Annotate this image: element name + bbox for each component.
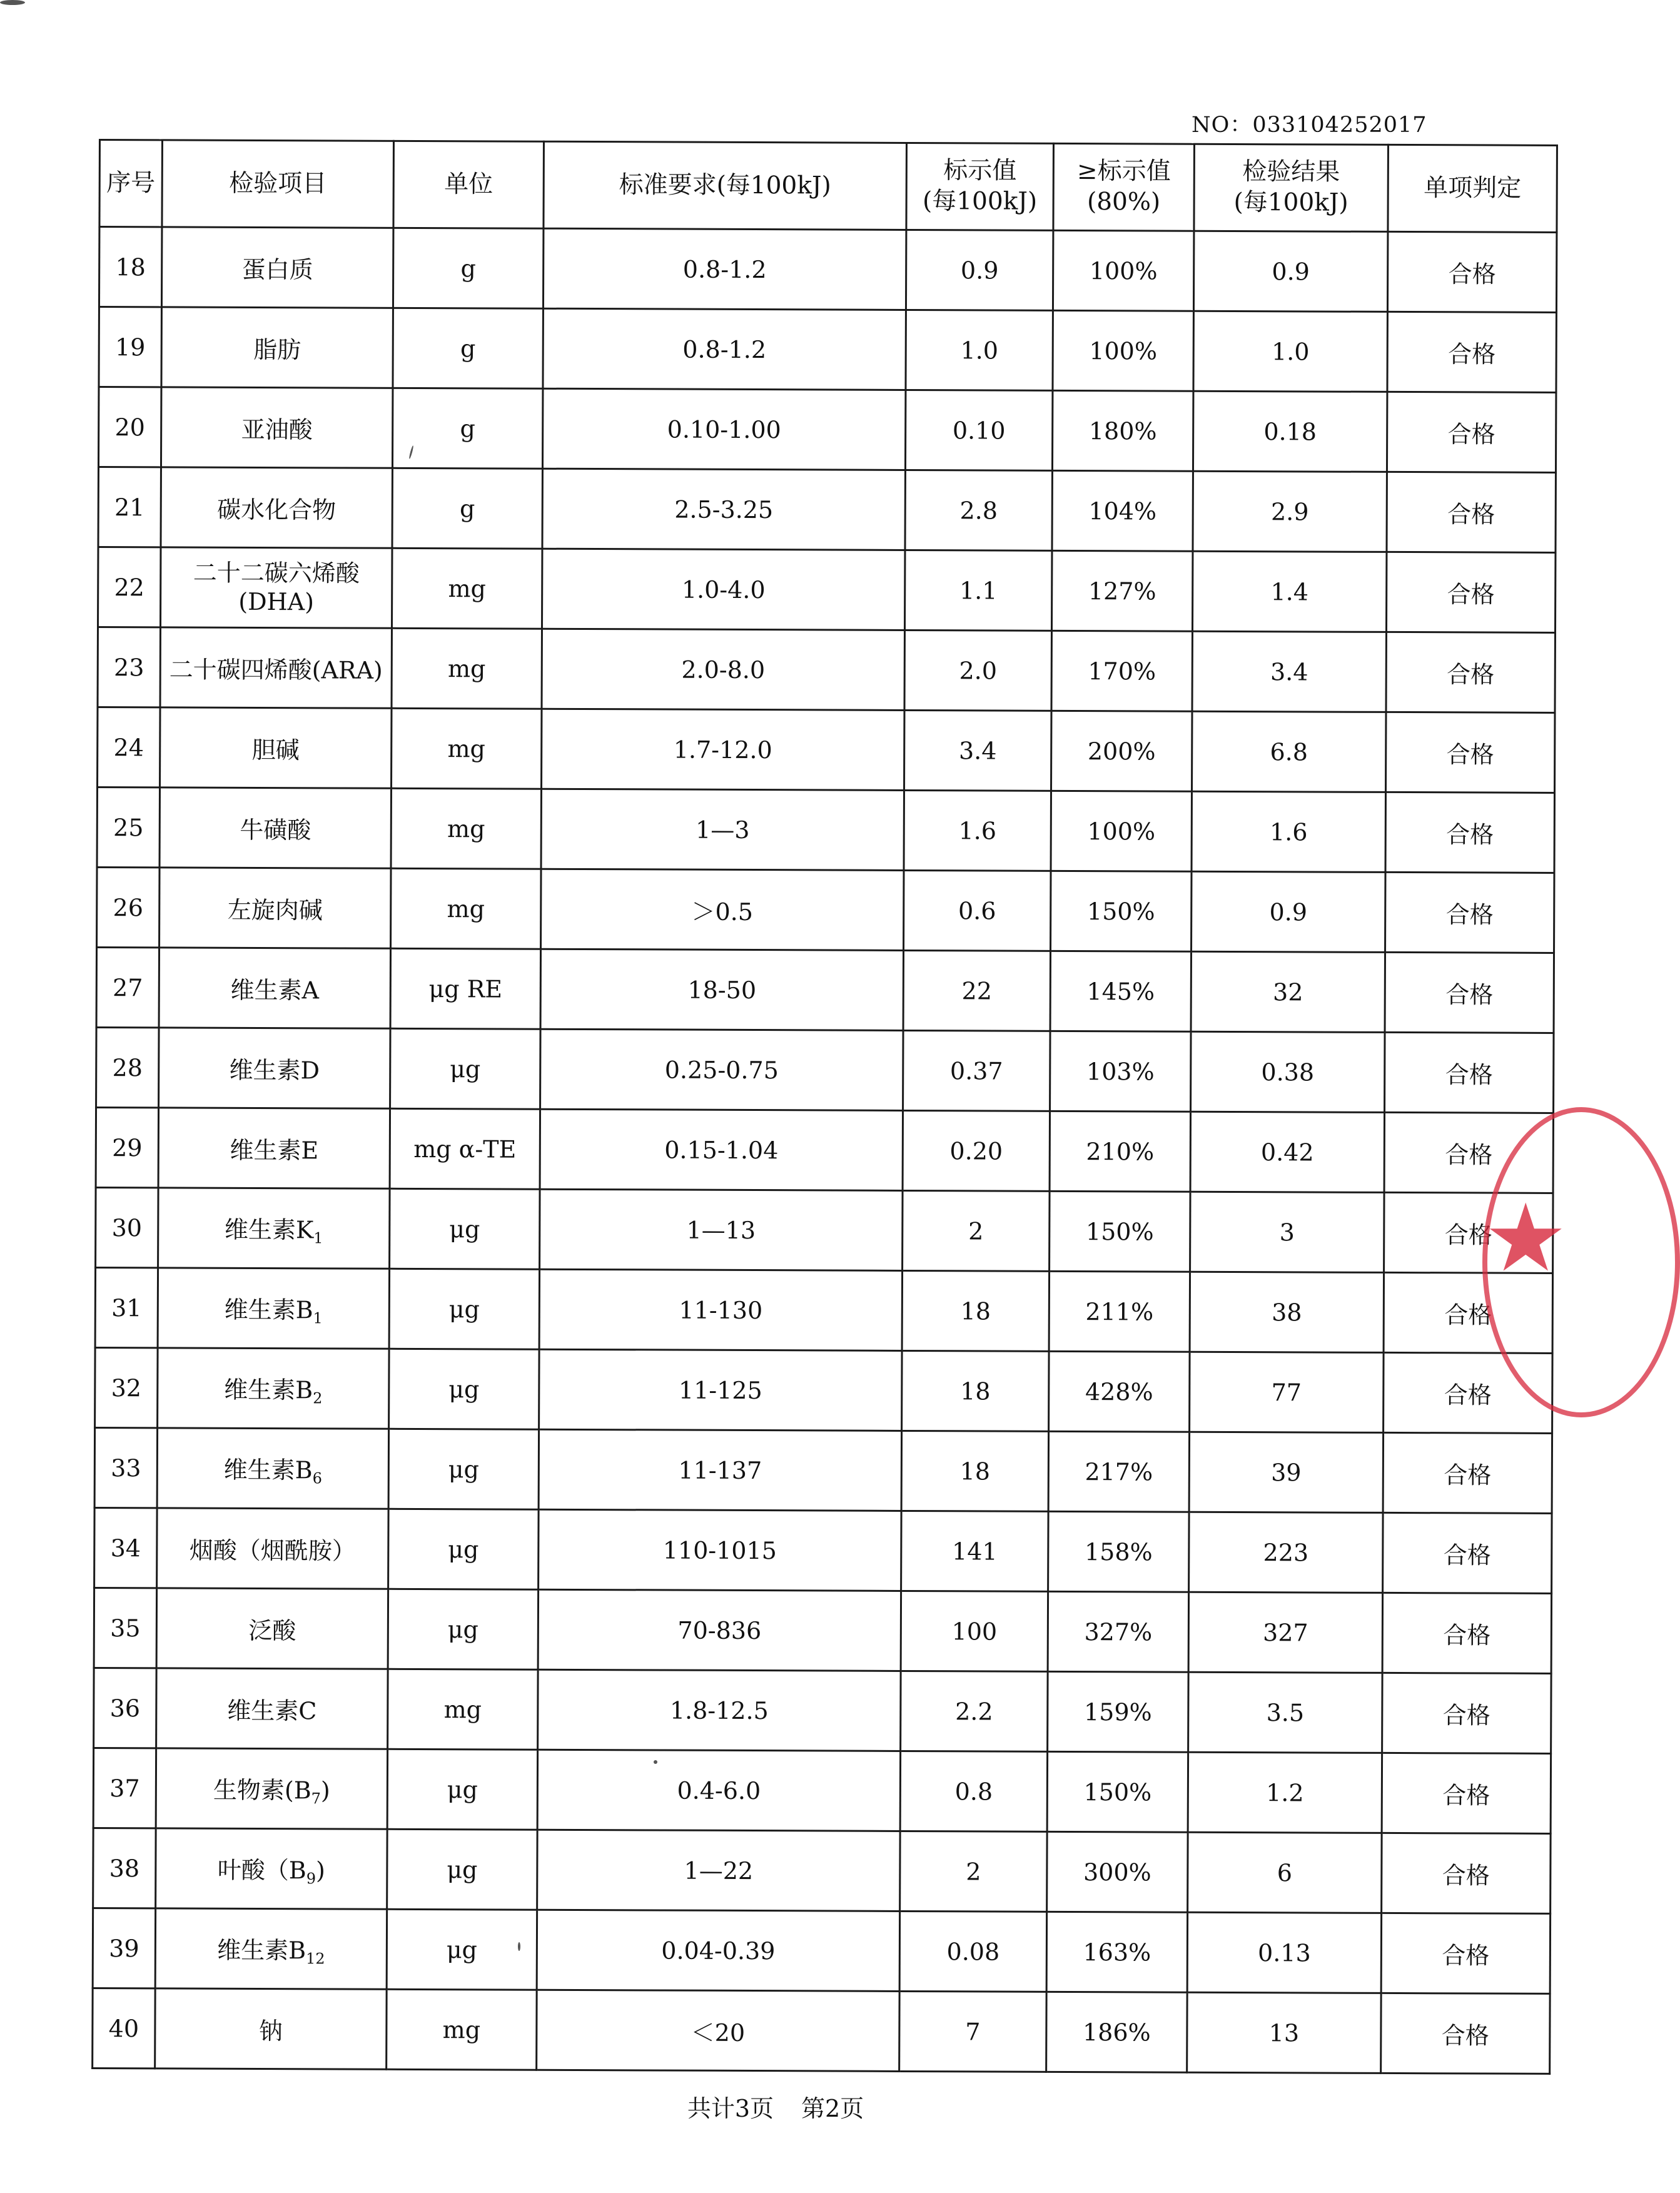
- result-cell: 77: [1190, 1352, 1384, 1432]
- seq-cell: 30: [96, 1187, 158, 1267]
- scan-speck: [0, 0, 25, 5]
- current-page: 第2页: [801, 2095, 864, 2122]
- header-result: [1194, 144, 1389, 231]
- seq-cell: 34: [94, 1507, 157, 1588]
- table-row: [93, 1908, 1550, 1993]
- seq-cell: 19: [99, 307, 161, 387]
- result-cell: 3: [1190, 1192, 1384, 1272]
- seq-cell: 24: [98, 707, 160, 787]
- header-result-line2: (每100kJ): [1233, 188, 1349, 217]
- table-row: [98, 707, 1555, 793]
- label-value-cell: 0.9: [906, 230, 1053, 310]
- ge-label-cell: 217%: [1048, 1431, 1189, 1512]
- item-cell: [158, 1188, 390, 1269]
- item-name: 维生素D: [229, 1056, 320, 1085]
- label-value-cell: 18: [902, 1350, 1049, 1431]
- label-value-cell: 18: [901, 1431, 1048, 1511]
- header-ge-label-line1: ≥标示值: [1076, 157, 1171, 186]
- standard-cell: 0.15-1.04: [540, 1109, 903, 1190]
- item-cell: [161, 307, 393, 388]
- ge-label-cell: 200%: [1051, 711, 1192, 791]
- item-name: 胆碱: [251, 736, 300, 764]
- item-cell: [160, 627, 392, 708]
- label-value-cell: 2.2: [901, 1671, 1048, 1751]
- ge-label-cell: 163%: [1046, 1912, 1187, 1992]
- item-name: 牛磺酸: [240, 816, 311, 844]
- ge-label-cell: 170%: [1051, 631, 1192, 711]
- item-name: 生物素(B: [213, 1776, 311, 1804]
- header-item: 检验项目: [162, 140, 394, 228]
- table-row: [98, 627, 1555, 713]
- label-value-cell: 0.37: [903, 1030, 1050, 1111]
- label-value-cell: 100: [901, 1591, 1048, 1671]
- seq-cell: 28: [96, 1027, 159, 1107]
- standard-cell: 0.04-0.39: [537, 1910, 899, 1991]
- judgement-cell: 合格: [1384, 1352, 1552, 1433]
- result-cell: 0.18: [1193, 391, 1387, 472]
- seq-cell: 37: [93, 1748, 156, 1828]
- item-name: 亚油酸: [241, 415, 313, 444]
- seq-cell: 35: [94, 1588, 156, 1668]
- standard-cell: 11-137: [539, 1429, 901, 1511]
- seq-cell: 38: [93, 1828, 156, 1908]
- ge-label-cell: 158%: [1048, 1511, 1189, 1592]
- item-subscript: 1: [313, 1228, 323, 1247]
- header-unit: 单位: [393, 141, 544, 228]
- table-row: [95, 1347, 1552, 1433]
- standard-cell: 0.25-0.75: [540, 1029, 903, 1110]
- result-cell: 1.0: [1193, 311, 1387, 392]
- judgement-cell: 合格: [1385, 1032, 1554, 1113]
- table-row: [96, 1187, 1553, 1273]
- unit-cell: μg: [389, 1269, 539, 1349]
- label-value-cell: 2.8: [905, 470, 1052, 550]
- judgement-cell: 合格: [1384, 1112, 1553, 1193]
- table-row: [97, 787, 1554, 873]
- seq-cell: 26: [97, 867, 159, 947]
- judgement-cell: 合格: [1383, 1512, 1552, 1593]
- judgement-cell: 合格: [1382, 1833, 1551, 1913]
- item-cell: [159, 948, 390, 1028]
- header-label-value-line2: (每100kJ): [922, 187, 1038, 216]
- judgement-cell: 合格: [1386, 712, 1555, 793]
- standard-cell: 11-125: [539, 1349, 902, 1431]
- judgement-cell: 合格: [1384, 1192, 1553, 1273]
- label-value-cell: 7: [899, 1991, 1046, 2072]
- standard-cell: 0.8-1.2: [543, 308, 906, 390]
- standard-cell: 1.7-12.0: [542, 709, 904, 790]
- label-value-cell: 1.0: [906, 310, 1053, 390]
- standard-cell: 1—3: [541, 789, 904, 870]
- judgement-cell: 合格: [1386, 552, 1555, 632]
- standard-cell: 11-130: [539, 1269, 902, 1350]
- label-value-cell: 0.6: [904, 870, 1051, 951]
- result-cell: 38: [1190, 1272, 1384, 1352]
- item-name: 烟酸（烟酰胺）: [189, 1536, 356, 1565]
- scan-speck: [654, 1760, 657, 1764]
- unit-cell: μg: [389, 1349, 539, 1429]
- item-name: 叶酸（B: [217, 1856, 306, 1884]
- item-cell: [156, 1588, 388, 1669]
- item-name: 二十碳四烯酸(ARA): [169, 656, 383, 684]
- table-row: [94, 1668, 1551, 1753]
- unit-cell: mg: [387, 1989, 537, 2070]
- standard-cell: 1.8-12.5: [538, 1669, 901, 1751]
- result-cell: 1.6: [1192, 791, 1385, 872]
- ge-label-cell: 150%: [1050, 1191, 1190, 1272]
- unit-cell: μg: [388, 1589, 538, 1669]
- unit-cell: μg: [388, 1509, 539, 1589]
- standard-cell: 110-1015: [539, 1509, 901, 1591]
- judgement-cell: 合格: [1383, 1432, 1552, 1513]
- ge-label-cell: 100%: [1053, 310, 1193, 391]
- label-value-cell: 2: [903, 1190, 1050, 1271]
- unit-cell: μg: [388, 1429, 539, 1509]
- seq-cell: 27: [96, 947, 159, 1027]
- header-label-value-line1: 标示值: [943, 156, 1017, 185]
- seq-cell: 32: [95, 1347, 158, 1427]
- seq-cell: 20: [98, 387, 161, 467]
- judgement-cell: 合格: [1385, 792, 1554, 873]
- standard-cell: 1—22: [537, 1830, 900, 1911]
- ge-label-cell: 300%: [1047, 1831, 1188, 1912]
- result-cell: 223: [1189, 1512, 1383, 1593]
- unit-cell: μg: [387, 1829, 537, 1910]
- seq-cell: 40: [93, 1988, 155, 2068]
- table-row: [95, 1267, 1552, 1353]
- unit-cell: mg: [391, 868, 541, 949]
- item-suffix: ): [320, 1776, 330, 1804]
- judgement-cell: 合格: [1387, 472, 1556, 552]
- seq-cell: 18: [99, 227, 161, 307]
- table-body: [93, 227, 1557, 2074]
- label-value-cell: 22: [903, 950, 1050, 1031]
- ge-label-cell: 103%: [1050, 1031, 1191, 1112]
- unit-cell: g: [393, 308, 543, 388]
- ge-label-cell: 100%: [1053, 230, 1193, 311]
- unit-cell: mg: [392, 628, 542, 709]
- item-cell: [155, 1908, 387, 1989]
- item-name: 左旋肉碱: [227, 896, 323, 924]
- table-row: [94, 1507, 1552, 1593]
- standard-cell: ＞0.5: [541, 869, 904, 950]
- ge-label-cell: 159%: [1048, 1671, 1188, 1752]
- result-cell: 2.9: [1193, 471, 1387, 552]
- item-subscript: 12: [305, 1949, 325, 1967]
- table-row: [99, 227, 1556, 313]
- result-cell: 13: [1187, 1992, 1381, 2073]
- item-cell: [161, 227, 393, 308]
- item-name: 维生素B: [224, 1375, 313, 1404]
- seq-cell: 36: [94, 1668, 156, 1748]
- item-name: 维生素K: [224, 1215, 314, 1243]
- result-cell: 0.9: [1192, 871, 1385, 952]
- item-name: 钠: [258, 2017, 283, 2045]
- stamp-star-icon: ★: [1484, 1184, 1568, 1293]
- standard-cell: 1—13: [540, 1189, 903, 1270]
- header-seq: 序号: [99, 140, 163, 227]
- item-name: 维生素B: [217, 1936, 306, 1964]
- label-value-cell: 0.08: [899, 1911, 1046, 1992]
- label-value-cell: 0.10: [905, 390, 1052, 470]
- unit-cell: μg: [390, 1028, 540, 1109]
- judgement-cell: 合格: [1386, 632, 1555, 712]
- standard-cell: ＜20: [537, 1990, 899, 2071]
- item-cell: [156, 1828, 387, 1909]
- judgement-cell: 合格: [1382, 1753, 1551, 1833]
- item-cell: [158, 1108, 390, 1188]
- result-cell: 32: [1191, 951, 1385, 1032]
- ge-label-cell: 428%: [1049, 1351, 1190, 1432]
- label-value-cell: 0.8: [900, 1751, 1047, 1831]
- standard-cell: 1.0-4.0: [542, 549, 904, 630]
- table-row: [98, 467, 1556, 553]
- table-row: [99, 307, 1556, 393]
- unit-cell: μg: [390, 1188, 540, 1269]
- result-cell: 3.4: [1192, 631, 1386, 712]
- judgement-cell: 合格: [1381, 1913, 1550, 1993]
- judgement-cell: 合格: [1381, 1993, 1550, 2074]
- item-cell: [159, 1028, 390, 1108]
- table-row: [93, 1828, 1551, 1913]
- table-row: [94, 1427, 1552, 1513]
- scan-speck: [518, 1942, 520, 1951]
- unit-cell: μg: [387, 1909, 537, 1990]
- seq-cell: 33: [94, 1427, 157, 1507]
- label-value-cell: 1.6: [904, 790, 1051, 871]
- unit-cell: mg: [388, 1669, 538, 1750]
- judgement-cell: 合格: [1387, 392, 1556, 472]
- table-row: [96, 1027, 1554, 1113]
- item-name: 维生素B: [223, 1456, 313, 1484]
- item-name: 维生素E: [230, 1136, 319, 1165]
- ge-label-cell: 327%: [1048, 1591, 1188, 1672]
- table-header-row: [99, 140, 1557, 233]
- item-name: 碳水化合物: [217, 495, 337, 524]
- item-cell: [159, 788, 391, 868]
- result-cell: 39: [1189, 1432, 1383, 1512]
- standard-cell: 18-50: [540, 949, 903, 1030]
- standard-cell: 0.10-1.00: [542, 388, 905, 470]
- seq-cell: 31: [95, 1267, 158, 1347]
- item-cell: [155, 1988, 387, 2069]
- item-name: 蛋白质: [241, 255, 313, 284]
- document-number: NO：033104252017: [1192, 113, 1427, 138]
- ge-label-cell: 127%: [1051, 550, 1192, 631]
- standard-cell: 70-836: [538, 1589, 901, 1671]
- item-cell: [161, 467, 392, 548]
- item-name: 脂肪: [253, 335, 301, 364]
- ge-label-cell: 150%: [1047, 1751, 1188, 1832]
- result-cell: 0.9: [1193, 231, 1387, 311]
- judgement-cell: 合格: [1382, 1593, 1551, 1673]
- unit-cell: g: [393, 228, 543, 308]
- item-cell: [161, 387, 392, 468]
- result-cell: 6.8: [1192, 711, 1386, 792]
- label-value-cell: 141: [901, 1511, 1048, 1591]
- label-value-cell: 1.1: [904, 550, 1051, 631]
- seq-cell: 23: [98, 627, 160, 707]
- label-value-cell: 2.0: [904, 630, 1051, 711]
- header-standard: 标准要求(每100kJ): [544, 141, 907, 230]
- ge-label-cell: 150%: [1051, 871, 1192, 951]
- standard-cell: 0.4-6.0: [537, 1750, 900, 1831]
- ge-label-cell: 100%: [1051, 791, 1192, 871]
- result-cell: 0.13: [1187, 1912, 1381, 1993]
- unit-cell: mg: [392, 548, 542, 629]
- ge-label-cell: 145%: [1050, 951, 1191, 1031]
- item-subscript: 9: [306, 1869, 316, 1887]
- total-pages: 共计3页: [687, 2095, 774, 2122]
- item-suffix: ): [315, 1856, 325, 1884]
- item-cell: [157, 1428, 388, 1509]
- item-cell: [161, 547, 392, 628]
- result-cell: 3.5: [1188, 1672, 1382, 1753]
- header-ge-label: [1053, 143, 1195, 231]
- unit-cell: mg: [392, 708, 542, 789]
- judgement-cell: 合格: [1384, 1272, 1552, 1353]
- item-cell: [160, 707, 392, 788]
- label-value-cell: 18: [902, 1270, 1049, 1351]
- header-label-value: [906, 143, 1054, 230]
- unit-cell: mg: [391, 788, 541, 869]
- judgement-cell: 合格: [1382, 1673, 1551, 1753]
- item-subscript: 6: [312, 1469, 322, 1487]
- seq-cell: 39: [93, 1908, 155, 1988]
- table-row: [97, 867, 1554, 953]
- judgement-cell: 合格: [1385, 872, 1554, 953]
- ge-label-cell: 104%: [1052, 470, 1193, 551]
- result-cell: 0.38: [1191, 1031, 1385, 1112]
- label-value-cell: 3.4: [904, 710, 1051, 791]
- table-row: [98, 547, 1556, 633]
- item-subscript: 1: [313, 1309, 323, 1327]
- item-cell: [156, 1748, 387, 1829]
- item-name: 二十二碳六烯酸: [193, 559, 360, 587]
- result-cell: 0.42: [1190, 1112, 1384, 1192]
- standard-cell: 2.5-3.25: [542, 468, 905, 550]
- result-cell: 1.2: [1188, 1752, 1382, 1833]
- seq-cell: 29: [96, 1107, 158, 1187]
- judgement-cell: 合格: [1387, 311, 1556, 392]
- table-row: [96, 947, 1554, 1033]
- result-cell: 1.4: [1192, 551, 1386, 632]
- ge-label-cell: 180%: [1052, 390, 1193, 471]
- seq-cell: 25: [97, 787, 159, 867]
- result-cell: 327: [1188, 1592, 1382, 1673]
- item-name: 泛酸: [248, 1616, 296, 1645]
- table-row: [98, 387, 1556, 473]
- table-row: [93, 1748, 1551, 1833]
- item-name: 维生素A: [230, 976, 320, 1005]
- item-subscript: 7: [311, 1789, 321, 1807]
- label-value-cell: 0.20: [903, 1110, 1050, 1191]
- ge-label-cell: 186%: [1046, 1992, 1187, 2072]
- unit-cell: g: [392, 388, 542, 468]
- item-name: 维生素B: [224, 1295, 313, 1324]
- header-ge-label-line2: (80%): [1086, 188, 1161, 216]
- standard-cell: 0.8-1.2: [543, 228, 906, 310]
- item-cell: [158, 1348, 389, 1429]
- ge-label-cell: 210%: [1050, 1111, 1190, 1192]
- item-cell: [158, 1268, 389, 1349]
- unit-cell: g: [392, 468, 542, 549]
- judgement-cell: 合格: [1387, 231, 1556, 312]
- unit-cell: μg: [387, 1749, 537, 1830]
- unit-cell: mg α-TE: [390, 1108, 540, 1189]
- item-cell: [156, 1668, 388, 1749]
- ge-label-cell: 211%: [1049, 1271, 1190, 1352]
- inspection-table: [91, 139, 1558, 2075]
- item-subscript: 2: [313, 1389, 323, 1407]
- table-row: [96, 1107, 1553, 1193]
- seq-cell: 22: [98, 547, 161, 627]
- item-cell: [159, 868, 391, 948]
- label-value-cell: 2: [900, 1831, 1047, 1912]
- table-row: [93, 1988, 1550, 2074]
- header-judgement: 单项判定: [1388, 144, 1557, 232]
- item-cell: [157, 1508, 388, 1589]
- unit-cell: μg RE: [390, 948, 540, 1029]
- standard-cell: 2.0-8.0: [542, 629, 904, 710]
- item-name: 维生素C: [227, 1696, 317, 1725]
- item-name-line2: (DHA): [238, 587, 315, 615]
- judgement-cell: 合格: [1385, 952, 1554, 1033]
- header-result-line1: 检验结果: [1242, 158, 1340, 186]
- table-row: [94, 1588, 1551, 1673]
- seq-cell: 21: [98, 467, 161, 547]
- result-cell: 6: [1188, 1832, 1382, 1913]
- page-footer: [0, 2089, 1551, 2124]
